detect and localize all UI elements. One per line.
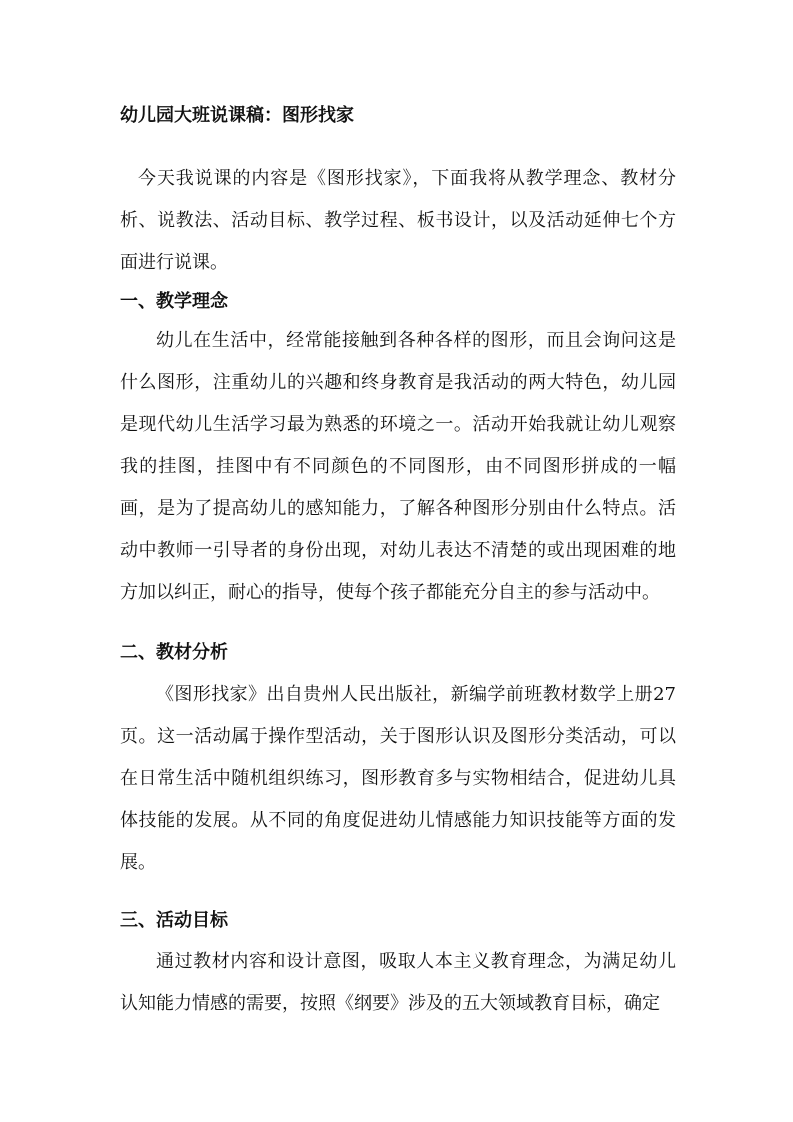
section-heading-material: 二、教材分析 [120, 642, 228, 663]
section-heading-objectives: 三、活动目标 [120, 910, 228, 931]
section-body-material: 《图形找家》出自贵州人民出版社，新编学前班教材数学上册27页。这一活动属于操作型活动，关于图形认识及图形分类活动，可以在日常生活中随机组织练习，图形教育多与实物相结合，促进幼儿具体技能的发展。从不同的角度促进幼儿情感能力知识技能等方面的发展。 [120, 684, 676, 873]
intro-paragraph: 今天我说课的内容是《图形找家》，下面我将从教学理念、教材分析、说教法、活动目标、教学过程、板书设计，以及活动延伸七个方面进行说课。 [120, 168, 676, 273]
document-title: 幼儿园大班说课稿：图形找家 [120, 105, 354, 126]
section-heading-philosophy: 一、教学理念 [120, 291, 228, 312]
section-body-objectives: 通过教材内容和设计意图，吸取人本主义教育理念，为满足幼儿认知能力情感的需要，按照《纲要》涉及的五大领域教育目标，确定 [120, 951, 676, 1014]
section-body-philosophy: 幼儿在生活中，经常能接触到各种各样的图形，而且会询问这是什么图形，注重幼儿的兴趣和终身教育是我活动的两大特色，幼儿园是现代幼儿生活学习最为熟悉的环境之一。活动开始我就让幼儿观察我的挂图，挂图中有不同颜色的不同图形，由不同图形拼成的一幅画，是为了提高幼儿的感知能力，了解各种图形分别由什么特点。活动中教师一引导者的身份出现，对幼儿表达不清楚的或出现困难的地方加以纠正，耐心的指导，使每个孩子都能充分自主的参与活动中。 [120, 330, 676, 603]
